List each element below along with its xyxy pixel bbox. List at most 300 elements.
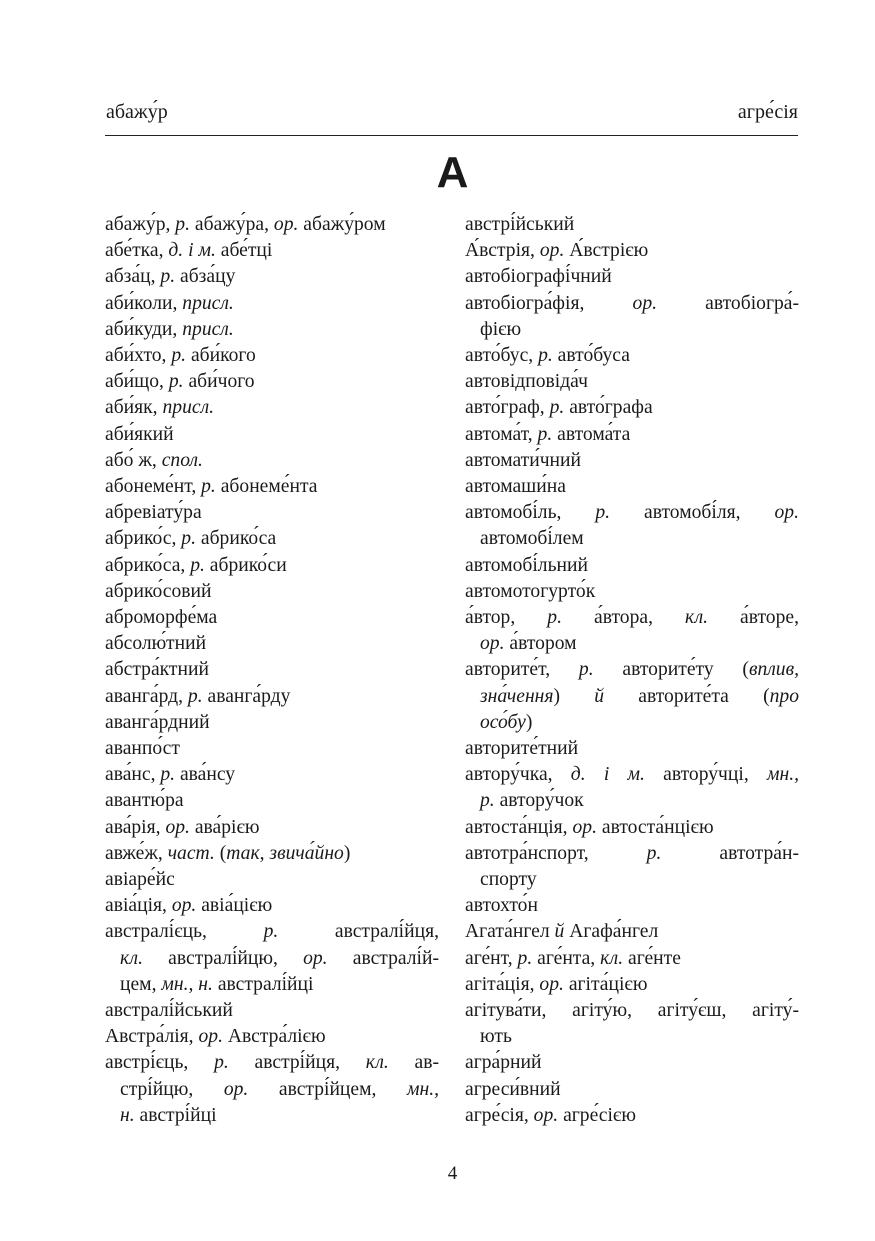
entry-line [105,736,439,762]
grammar-label: ор. [273,214,299,235]
entry-text: аванга́рд, [105,685,188,707]
dictionary-entry [105,474,439,500]
header-rule [105,135,798,136]
entry-line [465,343,799,369]
grammar-label: ор. [480,633,505,655]
entry-text: ) [525,711,533,733]
entry-text: А́встрія, [465,240,540,262]
entry-text: автомати́чний [465,449,582,471]
entry-text: ава́нсу [175,764,236,786]
entry-text: Агата́нгел [465,921,555,943]
grammar-label: кл. [600,947,624,969]
dictionary-entry [465,212,799,238]
entry-line [105,893,439,919]
grammar-label: присл. [182,292,234,314]
entry-text: абза́ц, [105,266,161,288]
entry-line [105,684,439,710]
entry-text: авіа́ція, [105,895,172,917]
grammar-label: кл. [365,1052,389,1074]
grammar-label: р. [175,214,190,235]
entry-text: Австра́лія, [105,1026,199,1048]
dictionary-entry [465,500,799,552]
dictionary-entry [105,422,439,448]
dictionary-entry [465,343,799,369]
entry-text: ава́рією [189,816,260,838]
entry-text: автовідповіда́ч [465,371,588,393]
grammar-label: так, звича́йно [226,842,344,864]
grammar-label: кл. [120,947,143,969]
entry-line [105,657,439,683]
entry-line [105,317,439,343]
entry-line [465,657,799,683]
entry-text: авантю́ра [105,790,184,812]
dictionary-entry [465,264,799,290]
entry-text: австралі́йський [105,1000,233,1022]
entry-text: або́ ж, [105,449,162,471]
dictionary-entry [465,919,799,945]
entry-text: австрі́йці [134,1104,217,1126]
dictionary-entry [105,1050,439,1129]
entry-text: автору́чок [494,790,584,812]
entry-line [105,867,439,893]
entry-line [465,919,799,945]
dictionary-entry [465,1103,799,1129]
entry-text: фією [480,318,522,340]
dictionary-entry [465,553,799,579]
dictionary-entry [465,946,799,972]
grammar-label: про [769,685,799,707]
entry-line [465,762,799,788]
dictionary-entry [105,841,439,867]
entry-text: аге́нт, [465,947,518,969]
grammar-label: присл. [182,318,234,340]
grammar-label: р. [538,345,553,366]
grammar-label: зна́чення [480,685,554,707]
entry-text: автоста́нція, [465,816,573,838]
grammar-label: ор. [632,292,658,314]
entry-text: австралі́й- [327,947,439,969]
entry-line [105,1050,439,1076]
dictionary-entry [105,579,439,605]
entry-text: Австра́лією [222,1026,326,1048]
dictionary-entry [465,474,799,500]
dictionary-entry [465,1050,799,1076]
entry-text: абрико́са, [105,554,191,576]
entry-line [105,212,439,238]
entry-text: авто́буса [552,345,630,366]
entry-text: автоста́нцією [596,816,714,838]
entry-text: абажу́ра, [190,214,274,235]
grammar-label: р. [214,1052,229,1074]
entry-text: ( [214,842,227,864]
entry-line [105,841,439,867]
entry-text: аге́нта, [532,947,601,969]
entry-line [105,343,439,369]
entry-text: ють [480,1026,512,1048]
section-letter-heading: А [436,148,469,197]
entry-line [105,1024,439,1050]
entry-text: аванпо́ст [105,738,180,760]
grammar-label: вплив, [748,659,799,681]
grammar-label: р. [547,607,562,629]
entry-text: аби́що, [105,371,169,393]
dictionary-entry [465,815,799,841]
grammar-label: ор. [171,895,197,917]
dictionary-entry [465,605,799,657]
entry-text: автомобі́лем [480,528,584,550]
entry-line [465,238,799,264]
grammar-label: ор. [198,1026,223,1048]
entry-line [105,448,439,474]
entry-line [465,972,799,998]
entry-line [105,395,439,421]
entry-text: абажу́р, [105,214,176,235]
grammar-label: ор. [223,1078,249,1100]
dictionary-entry [105,448,439,474]
entry-line [105,291,439,317]
grammar-label: р. [160,266,176,288]
dictionary-entry [465,369,799,395]
entry-line [105,762,439,788]
dictionary-entry [105,553,439,579]
entry-text: спорту [480,868,537,890]
entry-text: аби́чого [183,371,255,393]
grammar-label: й [554,921,565,943]
entry-text: аби́куди, [105,318,183,340]
entry-text: агреси́вний [465,1078,561,1100]
entry-text: аброморфе́ма [105,607,218,629]
grammar-label: мн., н. [161,973,213,995]
dictionary-entry [465,893,799,919]
entry-text: агітува́ти, агіту́ю, агіту́єш, агіту́- [465,999,799,1021]
grammar-label: ор. [533,1104,559,1126]
entry-text: А́встрією [564,240,649,262]
entry-line [465,369,799,395]
entry-text: а́втором [504,633,577,655]
entry-text: австралі́йця, [278,921,439,943]
entry-text: агіта́ція, [465,973,540,995]
grammar-label: д. і м. [570,764,645,786]
grammar-label: д. і м. [168,240,216,262]
entry-text: агра́рний [465,1052,542,1074]
entry-text: Агафа́нгел [564,921,659,943]
entry-line [465,605,799,631]
entry-line [105,264,439,290]
dictionary-entry [465,841,799,893]
entry-text: авіа́цією [196,895,273,917]
grammar-label: р. [549,397,565,419]
dictionary-entry [465,762,799,814]
entry-text: стрі́йцю, [120,1078,224,1100]
grammar-label: р. [537,423,553,445]
entry-line [105,1103,439,1129]
entry-line [465,422,799,448]
entry-text: австрі́йський [465,214,575,235]
entry-line [105,972,439,998]
entry-text: авторите́та ( [604,685,770,707]
entry-text: агре́сією [558,1104,636,1126]
entry-text: абрико́совий [105,580,212,602]
entry-line [465,1103,799,1129]
grammar-label: р. [595,502,611,524]
entry-text: автома́та [552,423,631,445]
entry-text: абрико́са [195,528,277,550]
entry-text: австралі́єць, [105,921,264,943]
running-head-last-word: агре́сія [737,101,798,123]
grammar-label: ор. [165,816,190,838]
grammar-label: р. [646,842,662,864]
dictionary-entry [465,448,799,474]
entry-text: автобіогра́- [657,292,799,314]
entry-line [105,946,439,972]
grammar-label: р. [263,921,279,943]
entry-text: авторите́ту ( [593,659,749,681]
dictionary-entry [105,919,439,998]
entry-line [105,998,439,1024]
dictionary-entry [105,736,439,762]
grammar-label: ор. [303,947,328,969]
entry-text: австрі́єць, [105,1052,215,1074]
dictionary-entry [105,395,439,421]
dictionary-entry [465,657,799,736]
entry-line [105,474,439,500]
entry-text: цем, [120,973,162,995]
entry-line [465,841,799,867]
dictionary-entry [105,1024,439,1050]
entry-text: автомотогурто́к [465,580,596,602]
entry-text: абе́тці [215,240,273,262]
entry-text: аванга́рдний [105,711,210,733]
grammar-label: спол. [161,449,203,471]
grammar-label: й [594,685,605,707]
dictionary-entry [465,238,799,264]
entry-text: автотра́н- [661,842,799,864]
entry-line [105,526,439,552]
dictionary-entry [465,736,799,762]
entry-line [465,710,799,736]
entry-text: автомобі́льний [465,554,588,576]
dictionary-column-left [105,212,439,1129]
entry-text: автомобі́ля, [610,502,775,524]
grammar-label: р. [160,764,176,786]
entry-text: ава́рія, [105,816,166,838]
entry-line [105,605,439,631]
dictionary-entry [105,264,439,290]
entry-text: абажу́ром [298,214,386,235]
grammar-label: н. [120,1104,135,1126]
entry-text: абрико́с, [105,528,182,550]
entry-line [465,736,799,762]
entry-text: абе́тка, [105,240,169,262]
entry-line [465,788,799,814]
entry-text: автобіографі́чний [465,266,612,288]
entry-text: абсолю́тний [105,633,207,655]
dictionary-entry [465,291,799,343]
entry-line [465,526,799,552]
entry-text: аге́нте [623,947,681,969]
entry-text: агіта́цією [563,973,648,995]
dictionary-entry [465,579,799,605]
dictionary-entry [105,998,439,1024]
dictionary-entry [105,369,439,395]
entry-text: австрі́йцем, [248,1078,407,1100]
entry-text: автохто́н [465,895,538,917]
entry-line [105,815,439,841]
dictionary-entry [105,238,439,264]
entry-line [465,553,799,579]
entry-text: аби́як, [105,397,163,419]
entry-text: ) [343,842,351,864]
dictionary-entry [105,212,439,238]
entry-text: абстра́ктний [105,659,209,681]
grammar-label: част. [167,842,215,864]
entry-line [105,369,439,395]
dictionary-entry [105,526,439,552]
dictionary-entry [465,998,799,1050]
entry-line [105,500,439,526]
dictionary-entry [105,893,439,919]
grammar-label: р. [201,476,216,498]
entry-text: авто́граф, [465,397,550,419]
entry-line [465,998,799,1024]
entry-text: а́втор, [465,607,548,629]
entry-text: аби́який [105,423,174,445]
entry-text: австралі́йці [212,973,314,995]
dictionary-entry [105,815,439,841]
entry-text: абонеме́нт, [105,476,202,498]
entry-text: абонеме́нта [215,476,318,498]
page-number: 4 [447,1163,458,1184]
entry-line [465,684,799,710]
entry-text: аби́хто, [105,345,172,367]
dictionary-entry [105,291,439,317]
entry-text: авто́графа [564,397,653,419]
entry-text: австрі́йця, [228,1052,366,1074]
entry-text: а́вторе, [708,607,799,629]
grammar-label: ор. [774,502,799,524]
entry-text: а́втора, [562,607,686,629]
entry-line [465,815,799,841]
entry-text: агре́сія, [465,1104,534,1126]
entry-line [465,631,799,657]
entry-text: автотра́нспорт, [465,842,647,864]
entry-line [105,631,439,657]
entry-line [105,788,439,814]
dictionary-entry [465,395,799,421]
entry-text: автору́чка, [465,764,571,786]
entry-text: абрико́си [204,554,287,576]
entry-line [465,474,799,500]
entry-line [105,553,439,579]
dictionary-entry [105,343,439,369]
grammar-label: р. [181,528,196,550]
entry-text: ава́нс, [105,764,161,786]
grammar-label: осо́бу [480,711,526,733]
entry-line [465,500,799,526]
entry-text: авіаре́йс [105,869,175,891]
dictionary-entry [105,317,439,343]
entry-line [105,238,439,264]
running-head-first-word: абажу́р [106,101,168,123]
grammar-label: р. [187,685,203,707]
grammar-label: мн., [766,764,799,786]
dictionary-entry [465,1077,799,1103]
entry-line [465,1077,799,1103]
dictionary-entry [105,762,439,788]
dictionary-entry [105,605,439,631]
entry-text: австралі́йцю, [143,947,304,969]
grammar-label: р. [517,947,533,969]
entry-text: ав- [388,1052,439,1074]
dictionary-entry [105,710,439,736]
entry-text: автома́т, [465,423,538,445]
entry-line [105,710,439,736]
grammar-label: р. [480,790,495,812]
grammar-label: кл. [685,607,709,629]
dictionary-entry [105,788,439,814]
grammar-label: мн., [406,1078,439,1100]
entry-line [465,867,799,893]
dictionary-entry [105,500,439,526]
entry-text: авторите́тний [465,737,579,759]
entry-line [465,264,799,290]
grammar-label: р. [171,345,187,367]
entry-line [105,422,439,448]
dictionary-entry [465,972,799,998]
grammar-label: присл. [162,397,215,419]
entry-line [465,946,799,972]
entry-text: автомаши́на [465,476,566,498]
entry-text: абза́цу [175,266,236,288]
grammar-label: ор. [539,240,565,262]
entry-line [465,317,799,343]
grammar-label: р. [168,371,184,393]
dictionary-entry [105,657,439,683]
entry-line [465,448,799,474]
entry-text: аванга́рду [202,685,291,707]
dictionary-column-right [465,212,799,1129]
entry-line [105,919,439,945]
entry-text: ) [553,685,595,707]
entry-line [465,291,799,317]
entry-line [465,212,799,238]
grammar-label: р. [578,659,594,681]
entry-line [465,395,799,421]
entry-line [105,1077,439,1103]
dictionary-entry [105,631,439,657]
entry-line [465,893,799,919]
dictionary-entry [465,422,799,448]
entry-text: авже́ж, [105,842,168,864]
entry-text: автобіогра́фія, [465,292,633,314]
entry-text: автомобі́ль, [465,502,596,524]
dictionary-entry [105,684,439,710]
entry-line [465,579,799,605]
entry-text: автору́чці, [644,764,767,786]
grammar-label: ор. [539,973,564,995]
entry-line [465,1024,799,1050]
entry-text: авто́бус, [465,345,539,366]
grammar-label: ор. [572,816,597,838]
entry-text: абревіату́ра [105,502,202,524]
entry-text: аби́коли, [105,292,183,314]
entry-text: аби́кого [186,345,256,367]
entry-line [105,579,439,605]
entry-text: авторите́т, [465,659,579,681]
dictionary-entry [105,867,439,893]
grammar-label: р. [190,554,205,576]
entry-line [465,1050,799,1076]
